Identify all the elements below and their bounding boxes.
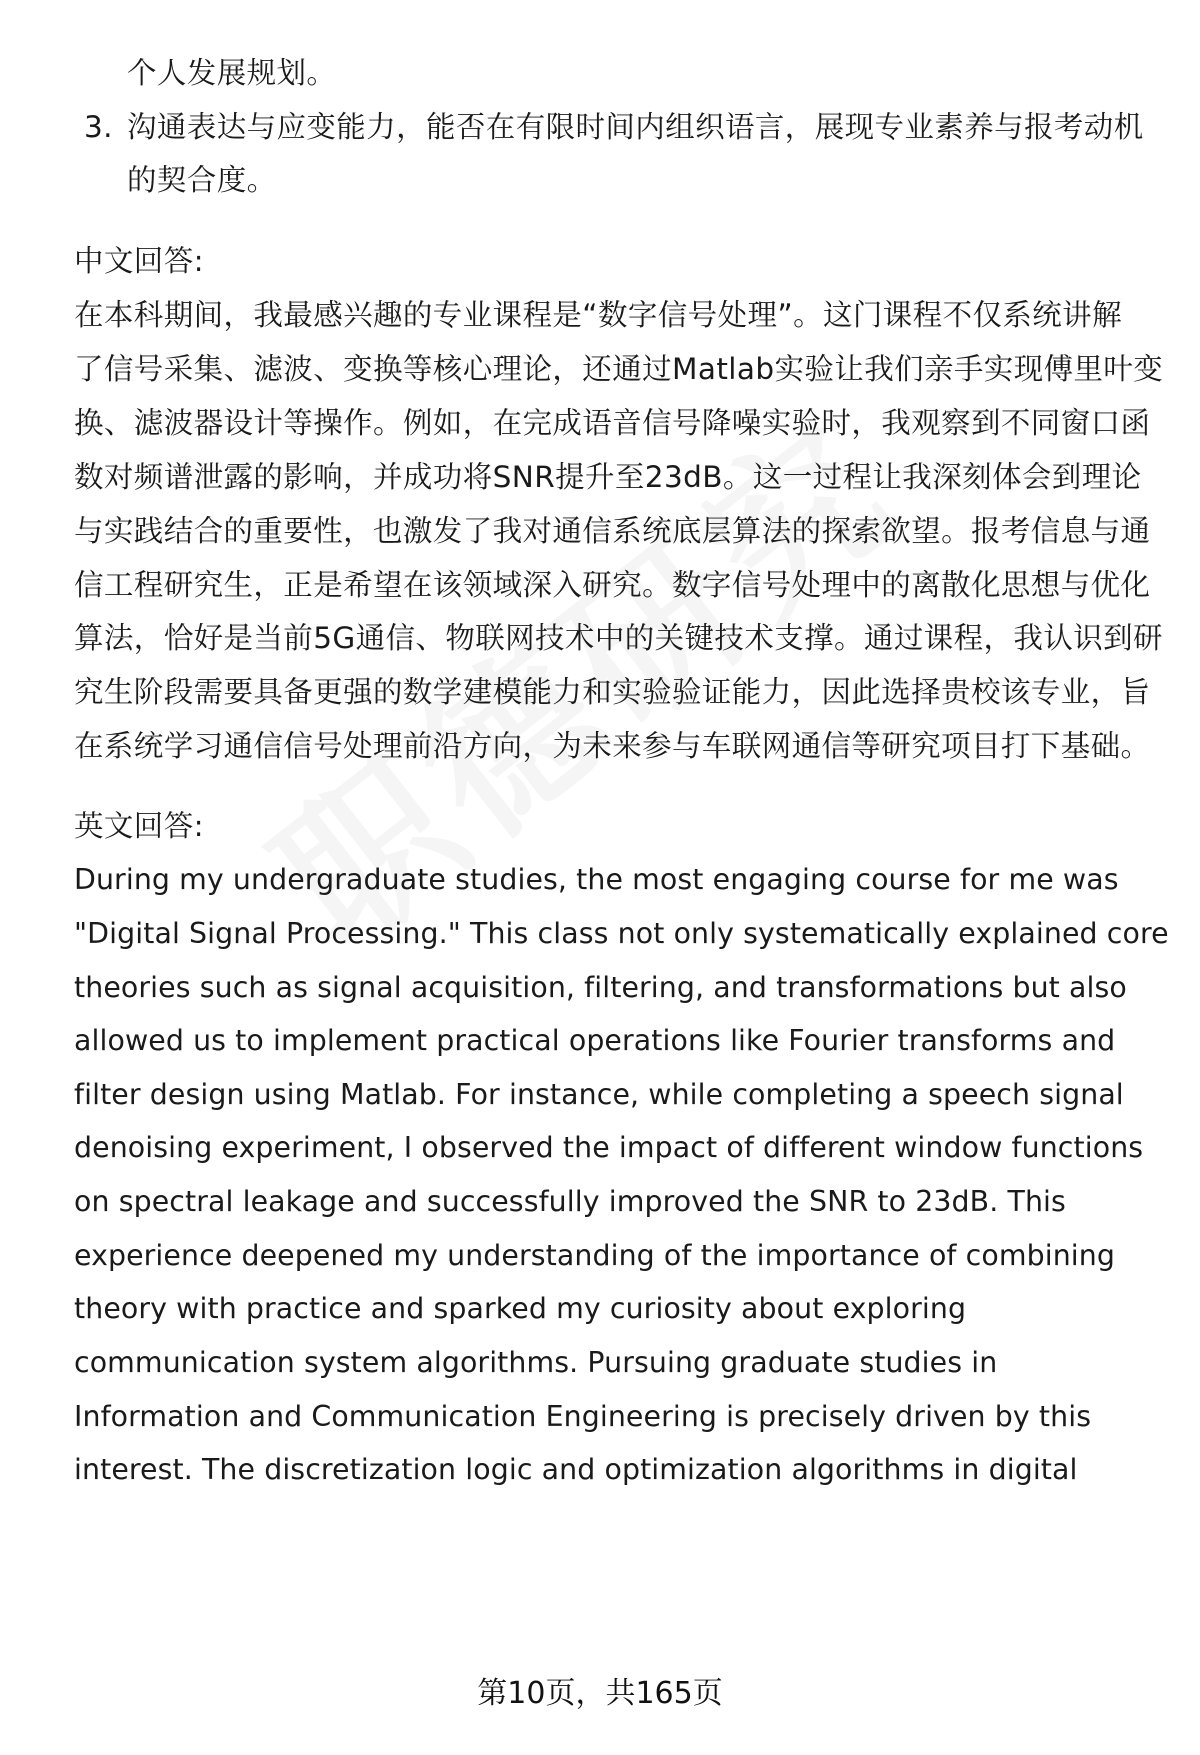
list-item-3-number: 3.: [84, 110, 113, 144]
cn-answer-line: 了信号采集、滤波、变换等核心理论，还通过Matlab实验让我们亲手实现傅里叶变: [74, 352, 1164, 386]
cn-answer-line: 与实践结合的重要性，也激发了我对通信系统底层算法的探索欲望。报考信息与通: [74, 514, 1151, 548]
cn-answer-heading: 中文回答:: [74, 244, 204, 278]
cn-answer-line: 在系统学习通信信号处理前沿方向，为未来参与车联网通信等研究项目打下基础。: [74, 729, 1151, 763]
en-answer-line: experience deepened my understanding of the importance of combining: [74, 1239, 1115, 1272]
en-answer-line: Information and Communication Engineering is precisely driven by this: [74, 1400, 1092, 1433]
en-answer-line: communication system algorithms. Pursuing graduate studies in: [74, 1346, 998, 1379]
en-answer-line: filter design using Matlab. For instance, while completing a speech signal: [74, 1078, 1124, 1111]
en-answer-heading: 英文回答:: [74, 809, 204, 843]
page-number-footer: 第10页，共165页: [477, 1676, 723, 1711]
en-answer-line: on spectral leakage and successfully improved the SNR to 23dB. This: [74, 1185, 1066, 1218]
cn-answer-line: 信工程研究生，正是希望在该领域深入研究。数字信号处理中的离散化思想与优化: [74, 568, 1151, 602]
cn-answer-line: 在本科期间，我最感兴趣的专业课程是“数字信号处理”。这门课程不仅系统讲解: [74, 298, 1122, 332]
cn-answer-line: 究生阶段需要具备更强的数学建模能力和实验验证能力，因此选择贵校该专业，旨: [74, 675, 1151, 709]
en-answer-line: "Digital Signal Processing." This class not only systematically explained core: [74, 917, 1169, 950]
en-answer-line: denoising experiment, I observed the impact of different window functions: [74, 1131, 1144, 1164]
cn-answer-line: 数对频谱泄露的影响，并成功将SNR提升至23dB。这一过程让我深刻体会到理论: [74, 460, 1142, 494]
cn-answer-line: 换、滤波器设计等操作。例如，在完成语音信号降噪实验时，我观察到不同窗口函: [74, 406, 1151, 440]
en-answer-line: interest. The discretization logic and optimization algorithms in digital: [74, 1453, 1078, 1486]
en-answer-line: theory with practice and sparked my curiosity about exploring: [74, 1292, 967, 1325]
list-item-3-line-1: 沟通表达与应变能力，能否在有限时间内组织语言，展现专业素养与报考动机: [127, 110, 1144, 144]
en-answer-line: During my undergraduate studies, the most engaging course for me was: [74, 863, 1119, 896]
list-item-3-line-2: 的契合度。: [127, 163, 277, 197]
cn-answer-line: 算法，恰好是当前5G通信、物联网技术中的关键技术支撑。通过课程，我认识到研: [74, 621, 1163, 655]
list-item-2-tail: 个人发展规划。: [127, 56, 337, 90]
en-answer-line: theories such as signal acquisition, filtering, and transformations but also: [74, 971, 1127, 1004]
en-answer-line: allowed us to implement practical operations like Fourier transforms and: [74, 1024, 1116, 1057]
